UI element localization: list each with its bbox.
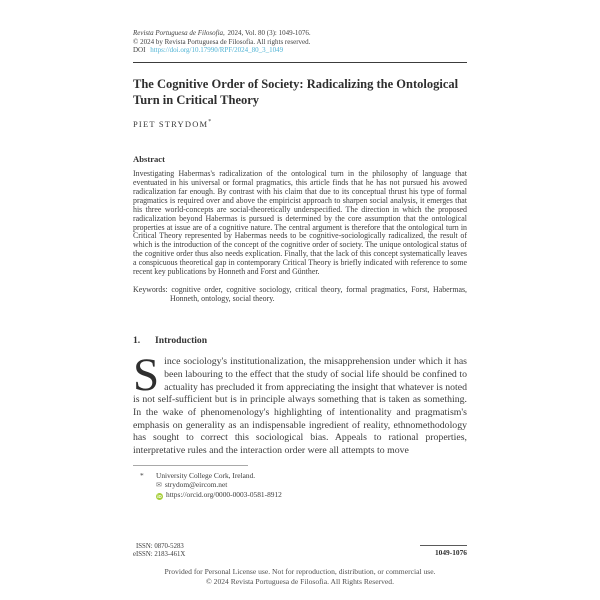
- license-line: Provided for Personal License use. Not for reproduction, distribution, or commercial use.: [164, 567, 436, 576]
- doi-line: [133, 46, 467, 55]
- abstract-body: Investigating Habermas's radicalization of the ontological turn in the philosophy of language that eventuated in his universal or formal pragmatics, this article finds that he has not pursued his avowed radicalization far enough. By contrast with his claim that due to its conceptual thrust his type of formal pragmatics is required over and above the empiricist approach to sharpen social analysis, it emerges that his three world-concepts are social-theoretically underspecified. The direction in which the proposed radicalization beyond Habermas is pursued is determined by the core assumption that the ontological properties at issue are of a cognitive nature. The central argument is therefore that the ontological turn in Critical Theory represented by Habermas needs to be cognitive-sociologically radicalized, the result of which is the introduction of the concept of the cognitive order of society. The unique ontological status of the cognitive order thus also needs explication. Finally, that the lack of this concept systematically leaves a conspicuous theoretical gap in contemporary Critical Theory is briefly indicated with reference to some recent key publications by Honneth and Forst and Günther.: [133, 168, 467, 277]
- doi-label: DOI: [133, 46, 146, 55]
- footnote-row: [133, 471, 467, 500]
- bottom-meta: [133, 543, 467, 560]
- article-title: The Cognitive Order of Society: Radicalizing the Ontological Turn in Critical Theory: [133, 76, 459, 107]
- footnote-divider: [133, 465, 248, 466]
- section-title: Introduction: [155, 335, 208, 347]
- eissn: eISSN: 2183-461X: [133, 551, 186, 559]
- issn: ISSN: 0870-5283: [136, 543, 184, 550]
- author-email-line: [156, 480, 467, 490]
- keywords: Keywords: cognitive order, cognitive sociology, critical theory, formal pragmatics, Forst, Habermas, Honneth, ontology, social theory.: [133, 285, 467, 304]
- header-divider: [133, 62, 467, 63]
- section-heading-introduction: [133, 335, 467, 346]
- author-orcid-line: [156, 490, 467, 500]
- envelope-icon: ✉: [156, 480, 162, 489]
- author-orcid-link[interactable]: https://orcid.org/0000-0003-0581-8912: [166, 490, 282, 500]
- issn-block: [133, 543, 185, 560]
- journal-meta: [133, 29, 467, 55]
- content-column: [133, 29, 467, 500]
- license-footer: [0, 567, 600, 587]
- introduction-text: ince sociology's institutionalization, the misapprehension under which it has been labouring to the effect that the study of social life should be confined to actuality has precluded it from appreciating the insight that whatever is noted is not self-sufficient but is in principle always something that is taken as something. In the wake of phenomenology's highlighting of intentionality and pragmatism's emphasis on generality as an indispensable ingredient of reality, ethnomethodology has sought to correct this sociological bias. Appeals to rational properties, interpretative rules and the interaction order were all attempts to move: [133, 356, 467, 457]
- page-range: 1049-1076: [434, 548, 467, 557]
- author-email-link[interactable]: strydom@eircom.net: [164, 479, 228, 489]
- footer-copyright-line: © 2024 Revista Portuguesa de Filosofia. All Rights Reserved.: [205, 577, 394, 586]
- introduction-paragraph: [133, 349, 467, 458]
- journal-volume-info: 2024, Vol. 80 (3): 1049-1076.: [227, 29, 311, 37]
- journal-copyright-line: © 2024 by Revista Portuguesa de Filosofia. All rights reserved.: [133, 37, 311, 46]
- drop-cap: S: [133, 349, 160, 402]
- journal-name: Revista Portuguesa de Filosofia,: [133, 29, 225, 37]
- pages-block: [420, 543, 467, 557]
- author-name: [133, 119, 467, 129]
- journal-citation-line: [133, 29, 467, 38]
- doi-link[interactable]: https://doi.org/10.17990/RPF/2024_80_3_1049: [150, 46, 284, 55]
- pages-divider: [420, 545, 467, 546]
- footnote-block: [133, 465, 467, 500]
- abstract-heading: Abstract: [133, 153, 165, 164]
- author-footnote-mark: *: [208, 118, 212, 125]
- footnote-lines: [156, 471, 467, 500]
- orcid-icon: iD: [157, 494, 162, 500]
- author-name-text: PIET STRYDOM: [133, 118, 209, 129]
- footnote-mark: *: [140, 470, 144, 480]
- author-affiliation: University College Cork, Ireland.: [156, 470, 256, 480]
- section-number: 1.: [133, 335, 141, 347]
